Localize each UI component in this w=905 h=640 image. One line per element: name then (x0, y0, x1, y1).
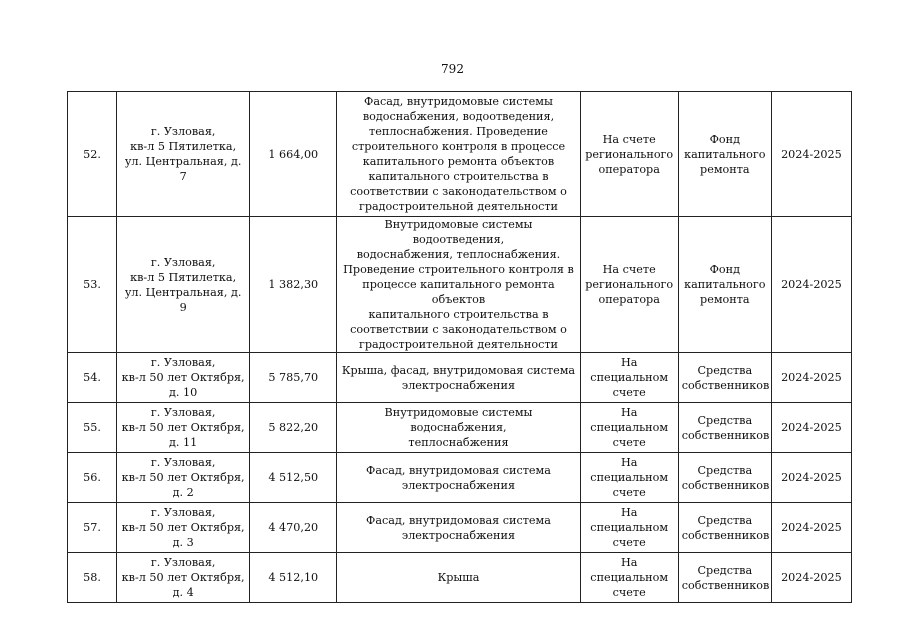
works-cell (337, 553, 580, 603)
account-cell (580, 403, 678, 453)
works-line: Крыша, фасад, внутридомовая система (341, 363, 576, 377)
row-number-cell: 53. (68, 217, 117, 353)
account-line: специальном (590, 421, 669, 434)
table-row (68, 353, 852, 403)
address-cell (117, 92, 250, 217)
works-line: Фасад, внутридомовая система (366, 513, 551, 527)
works-line: градостроительной деятельности (358, 338, 558, 351)
row-number-cell: 55. (68, 403, 117, 453)
address-line: кв-л 5 Пятилетка, (130, 270, 237, 284)
works-line: электроснабжения (401, 378, 516, 392)
works-line: Внутридомовые системы водоснабжения, (384, 406, 533, 434)
works-line: водоснабжения, водоотведения, (362, 110, 555, 123)
works-cell (337, 403, 580, 453)
address-line: г. Узловая, (150, 356, 216, 369)
funding-source-line: Средства (697, 363, 753, 377)
funding-source-line: собственников (681, 378, 770, 392)
account-cell (580, 353, 678, 403)
funding-source-line: Фонд (709, 263, 740, 276)
address-line: г. Узловая, (150, 125, 216, 138)
funding-source-line: собственников (681, 428, 770, 442)
address-line: г. Узловая, (150, 506, 216, 519)
period-cell: 2024-2025 (771, 453, 851, 503)
works-cell (337, 453, 580, 503)
funding-source-line: Средства (697, 513, 753, 527)
account-cell (580, 503, 678, 553)
address-line: д. 3 (172, 536, 194, 549)
row-number-cell: 58. (68, 553, 117, 603)
address-line: кв-л 50 лет Октября, (121, 371, 245, 384)
area-cell: 4 470,20 (250, 503, 337, 553)
area-cell: 4 512,10 (250, 553, 337, 603)
account-cell (580, 92, 678, 217)
area-cell: 5 822,20 (250, 403, 337, 453)
address-cell (117, 353, 250, 403)
funding-source-cell (678, 353, 771, 403)
works-line: градостроительной деятельности (358, 200, 558, 213)
account-line: На (620, 356, 638, 369)
funding-source-cell (678, 453, 771, 503)
funding-source-cell (678, 403, 771, 453)
funding-source-line: ремонта (700, 293, 750, 306)
period-cell: 2024-2025 (771, 353, 851, 403)
works-cell (337, 503, 580, 553)
works-line: капитального строительства в (368, 308, 549, 321)
period-cell: 2024-2025 (771, 403, 851, 453)
address-line: кв-л 50 лет Октября, (121, 571, 245, 584)
address-cell (117, 553, 250, 603)
account-cell (580, 217, 678, 353)
period-cell: 2024-2025 (771, 553, 851, 603)
account-line: На (620, 456, 638, 469)
account-cell (580, 553, 678, 603)
table-row (68, 503, 852, 553)
address-line: г. Узловая, (150, 556, 216, 569)
funding-source-line: собственников (681, 528, 770, 542)
account-line: счете (612, 386, 646, 399)
account-line: специальном (590, 521, 669, 534)
address-line: д. 11 (169, 436, 198, 449)
address-cell (117, 453, 250, 503)
funding-source-line: собственников (681, 578, 770, 592)
address-line: д. 10 (169, 386, 198, 399)
works-line: Крыша (437, 571, 480, 584)
works-cell (337, 92, 580, 217)
works-line: процессе капитального ремонта объектов (362, 278, 555, 306)
table-row (68, 92, 852, 217)
works-line: водоснабжения, теплоснабжения. (356, 248, 561, 261)
funding-source-line: собственников (681, 478, 770, 492)
account-line: На (620, 506, 638, 519)
row-number-cell: 54. (68, 353, 117, 403)
funding-source-line: Средства (697, 413, 753, 427)
account-line: регионального (585, 147, 674, 161)
address-line: д. 4 (172, 586, 194, 599)
account-line: На счете (602, 132, 656, 146)
account-line: счете (612, 486, 646, 499)
account-line: На (620, 556, 638, 569)
account-line: специальном (590, 471, 669, 484)
works-line: Фасад, внутридомовая система (366, 463, 551, 477)
funding-source-cell (678, 553, 771, 603)
address-cell (117, 503, 250, 553)
account-line: оператора (598, 162, 660, 176)
funding-source-line: капитального (684, 147, 766, 161)
funding-source-line: Средства (697, 563, 753, 577)
funding-source-line: Средства (697, 463, 753, 477)
works-line: капитального ремонта объектов (362, 155, 555, 168)
works-line: электроснабжения (401, 528, 516, 542)
period-cell: 2024-2025 (771, 92, 851, 217)
capital-repair-table (67, 91, 852, 603)
table-row (68, 217, 852, 353)
page-number: 792 (441, 62, 464, 76)
account-cell (580, 453, 678, 503)
address-line: г. Узловая, (150, 406, 216, 419)
area-cell: 4 512,50 (250, 453, 337, 503)
address-cell (117, 217, 250, 353)
account-line: специальном (590, 371, 669, 384)
row-number-cell: 57. (68, 503, 117, 553)
address-line: кв-л 50 лет Октября, (121, 521, 245, 534)
works-line: строительного контроля в процессе (351, 140, 566, 153)
period-cell: 2024-2025 (771, 503, 851, 553)
works-cell (337, 353, 580, 403)
address-line: д. 2 (172, 486, 194, 499)
funding-source-cell (678, 503, 771, 553)
address-line: ул. Центральная, д. 7 (124, 155, 242, 183)
works-line: теплоснабжения (408, 436, 509, 449)
address-line: г. Узловая, (150, 456, 216, 469)
works-line: соответствии с законодательством о (350, 185, 567, 198)
works-cell (337, 217, 580, 353)
table-row (68, 553, 852, 603)
area-cell: 5 785,70 (250, 353, 337, 403)
works-line: капитального строительства в (368, 170, 549, 183)
account-line: На счете (602, 263, 656, 276)
row-number-cell: 56. (68, 453, 117, 503)
account-line: счете (612, 536, 646, 549)
works-line: Фасад, внутридомовые системы (364, 95, 553, 108)
table-row (68, 403, 852, 453)
table-body (68, 92, 852, 603)
address-line: ул. Центральная, д. 9 (124, 285, 242, 314)
funding-source-cell (678, 92, 771, 217)
row-number-cell: 52. (68, 92, 117, 217)
account-line: счете (612, 436, 646, 449)
funding-source-cell (678, 217, 771, 353)
funding-source-line: Фонд (709, 132, 740, 146)
account-line: счете (612, 586, 646, 599)
works-line: соответствии с законодательством о (350, 323, 567, 336)
account-line: регионального (585, 278, 674, 291)
works-line: электроснабжения (401, 478, 516, 492)
works-line: Внутридомовые системы водоотведения, (384, 218, 533, 246)
account-line: На (620, 406, 638, 419)
table-row (68, 453, 852, 503)
period-cell: 2024-2025 (771, 217, 851, 353)
works-line: Проведение строительного контроля в (343, 263, 574, 276)
funding-source-line: капитального (684, 278, 766, 291)
address-line: г. Узловая, (150, 255, 216, 269)
address-cell (117, 403, 250, 453)
account-line: специальном (590, 571, 669, 584)
works-line: теплоснабжения. Проведение (369, 125, 548, 138)
area-cell: 1 382,30 (250, 217, 337, 353)
funding-source-line: ремонта (700, 162, 750, 176)
address-line: кв-л 5 Пятилетка, (130, 140, 237, 153)
area-cell: 1 664,00 (250, 92, 337, 217)
account-line: оператора (598, 293, 660, 306)
address-line: кв-л 50 лет Октября, (121, 471, 245, 484)
address-line: кв-л 50 лет Октября, (121, 421, 245, 434)
